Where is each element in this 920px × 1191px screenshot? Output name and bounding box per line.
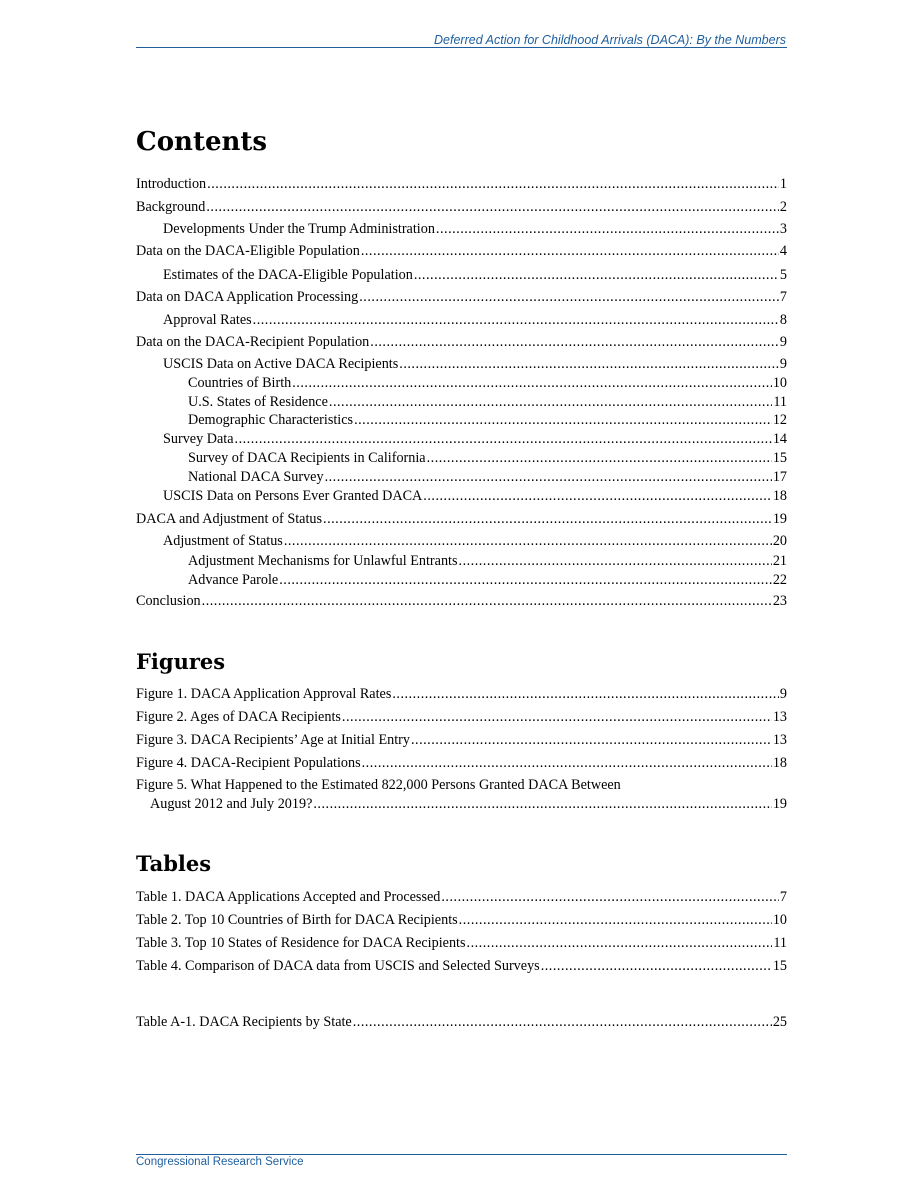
- toc-entry-label: Survey of DACA Recipients in California: [188, 450, 426, 466]
- toc-entry-conclusion[interactable]: [136, 593, 787, 609]
- toc-entry-label: Estimates of the DACA-Eligible Population: [163, 267, 413, 283]
- tables-section: [136, 851, 787, 1041]
- toc-entry-page: 23: [772, 593, 787, 609]
- toc-entry-label: Adjustment of Status: [163, 533, 283, 549]
- table-entry-label: Table 4. Comparison of DACA data from USCIS and Selected Surveys: [136, 958, 540, 974]
- toc-entry-developments[interactable]: [136, 221, 787, 237]
- toc-entry-eligible-population[interactable]: [136, 243, 787, 259]
- table-entry-4[interactable]: [136, 958, 787, 974]
- figure-entry-5-line1[interactable]: Figure 5. What Happened to the Estimated 822,000 Persons Granted DACA Between: [136, 777, 621, 793]
- toc-entry-page: 4: [779, 243, 787, 259]
- toc-entry-introduction[interactable]: [136, 176, 787, 192]
- toc-entry-states-of-residence[interactable]: [136, 394, 787, 410]
- toc-entry-page: 22: [772, 572, 787, 588]
- toc-entry-page: 10: [772, 375, 787, 391]
- toc-entry-label: Adjustment Mechanisms for Unlawful Entrants: [188, 553, 458, 569]
- toc-entry-page: 8: [779, 312, 787, 328]
- toc-entry-national-survey[interactable]: [136, 469, 787, 485]
- toc-entry-label: Background: [136, 199, 206, 215]
- toc-entry-unlawful-entrants[interactable]: [136, 553, 787, 569]
- figure-entry-3[interactable]: [136, 732, 787, 748]
- figure-entry-page: 13: [772, 709, 787, 725]
- figure-entry-page: 13: [772, 732, 787, 748]
- figure-entry-label: Figure 1. DACA Application Approval Rates: [136, 686, 392, 702]
- toc-entry-application-processing[interactable]: [136, 289, 787, 305]
- figure-entry-label: Figure 2. Ages of DACA Recipients: [136, 709, 341, 725]
- table-entry-page: 7: [779, 889, 787, 905]
- figure-entry-page: 18: [772, 755, 787, 771]
- table-entry-label: Table A-1. DACA Recipients by State: [136, 1014, 352, 1030]
- toc-entry-label: Developments Under the Trump Administration: [163, 221, 435, 237]
- toc-entry-label: U.S. States of Residence: [188, 394, 328, 410]
- table-entry-2[interactable]: [136, 912, 787, 928]
- toc-entry-page: 21: [772, 553, 787, 569]
- toc-entry-ever-granted[interactable]: [136, 488, 787, 504]
- toc-entry-page: 2: [779, 199, 787, 215]
- table-entry-1[interactable]: [136, 889, 787, 905]
- toc-entry-adjustment-of-status[interactable]: [136, 533, 787, 549]
- toc-entry-page: 20: [772, 533, 787, 549]
- toc-entry-uscis-active[interactable]: [136, 356, 787, 372]
- table-entry-page: 11: [773, 935, 787, 951]
- toc-entry-label: Demographic Characteristics: [188, 412, 354, 428]
- table-entry-label: Table 1. DACA Applications Accepted and Processed: [136, 889, 441, 905]
- toc-entry-label: National DACA Survey: [188, 469, 324, 485]
- toc-entry-label: Countries of Birth: [188, 375, 292, 391]
- toc-entry-label: USCIS Data on Active DACA Recipients: [163, 356, 399, 372]
- toc-entry-demographics[interactable]: [136, 412, 787, 428]
- header-rule: [136, 47, 787, 48]
- figure-entry-1[interactable]: [136, 686, 787, 702]
- figure-entry-page: 19: [772, 796, 787, 812]
- toc-entry-page: 11: [773, 394, 787, 410]
- toc-entry-survey-data[interactable]: [136, 431, 787, 447]
- toc-entry-countries-of-birth[interactable]: [136, 375, 787, 391]
- table-entry-page: 15: [772, 958, 787, 974]
- contents-title: Contents: [136, 127, 268, 157]
- table-entry-a1[interactable]: [136, 1014, 787, 1030]
- running-footer: Congressional Research Service: [136, 1156, 304, 1168]
- table-entry-page: 25: [772, 1014, 787, 1030]
- figure-entry-label: August 2012 and July 2019?: [150, 796, 313, 812]
- toc-entry-label: Data on DACA Application Processing: [136, 289, 359, 305]
- figures-section: [136, 649, 787, 819]
- figure-entry-label: Figure 4. DACA-Recipient Populations: [136, 755, 361, 771]
- toc-entry-estimates[interactable]: [136, 267, 787, 283]
- toc-entry-label: Data on the DACA-Recipient Population: [136, 334, 370, 350]
- toc-entry-label: Advance Parole: [188, 572, 279, 588]
- toc-entry-page: 3: [779, 221, 787, 237]
- toc-entry-page: 9: [779, 334, 787, 350]
- figure-entry-2[interactable]: [136, 709, 787, 725]
- table-entry-page: 10: [772, 912, 787, 928]
- toc-entry-approval-rates[interactable]: [136, 312, 787, 328]
- table-entry-3[interactable]: [136, 935, 787, 951]
- toc-entry-background[interactable]: [136, 199, 787, 215]
- toc-entry-page: 7: [779, 289, 787, 305]
- table-entry-label: Table 2. Top 10 Countries of Birth for DACA Recipients: [136, 912, 458, 928]
- figure-entry-5[interactable]: [136, 796, 787, 812]
- toc-entry-label: Survey Data: [163, 431, 234, 447]
- toc-entry-page: 5: [779, 267, 787, 283]
- toc-entry-page: 15: [772, 450, 787, 466]
- toc-entry-daca-adjustment[interactable]: [136, 511, 787, 527]
- toc-entry-california-survey[interactable]: [136, 450, 787, 466]
- toc-entry-page: 12: [772, 412, 787, 428]
- contents-section: [136, 126, 787, 626]
- tables-title: Tables: [136, 851, 212, 876]
- toc-entry-label: DACA and Adjustment of Status: [136, 511, 323, 527]
- toc-entry-label: Introduction: [136, 176, 207, 192]
- toc-entry-page: 9: [779, 356, 787, 372]
- toc-entry-page: 18: [772, 488, 787, 504]
- toc-entry-label: Data on the DACA-Eligible Population: [136, 243, 360, 259]
- figure-entry-label: Figure 3. DACA Recipients’ Age at Initial Entry: [136, 732, 410, 748]
- toc-entry-advance-parole[interactable]: [136, 572, 787, 588]
- running-header: Deferred Action for Childhood Arrivals (DACA): By the Numbers: [434, 33, 786, 47]
- toc-entry-page: 19: [772, 511, 787, 527]
- toc-entry-page: 1: [779, 176, 787, 192]
- footer-rule: [136, 1154, 787, 1155]
- figures-title: Figures: [136, 649, 226, 674]
- toc-entry-label: Conclusion: [136, 593, 201, 609]
- toc-entry-recipient-population[interactable]: [136, 334, 787, 350]
- toc-entry-page: 14: [772, 431, 787, 447]
- figure-entry-page: 9: [779, 686, 787, 702]
- figure-entry-4[interactable]: [136, 755, 787, 771]
- toc-entry-label: USCIS Data on Persons Ever Granted DACA: [163, 488, 423, 504]
- toc-entry-label: Approval Rates: [163, 312, 252, 328]
- table-entry-label: Table 3. Top 10 States of Residence for DACA Recipients: [136, 935, 466, 951]
- toc-entry-page: 17: [772, 469, 787, 485]
